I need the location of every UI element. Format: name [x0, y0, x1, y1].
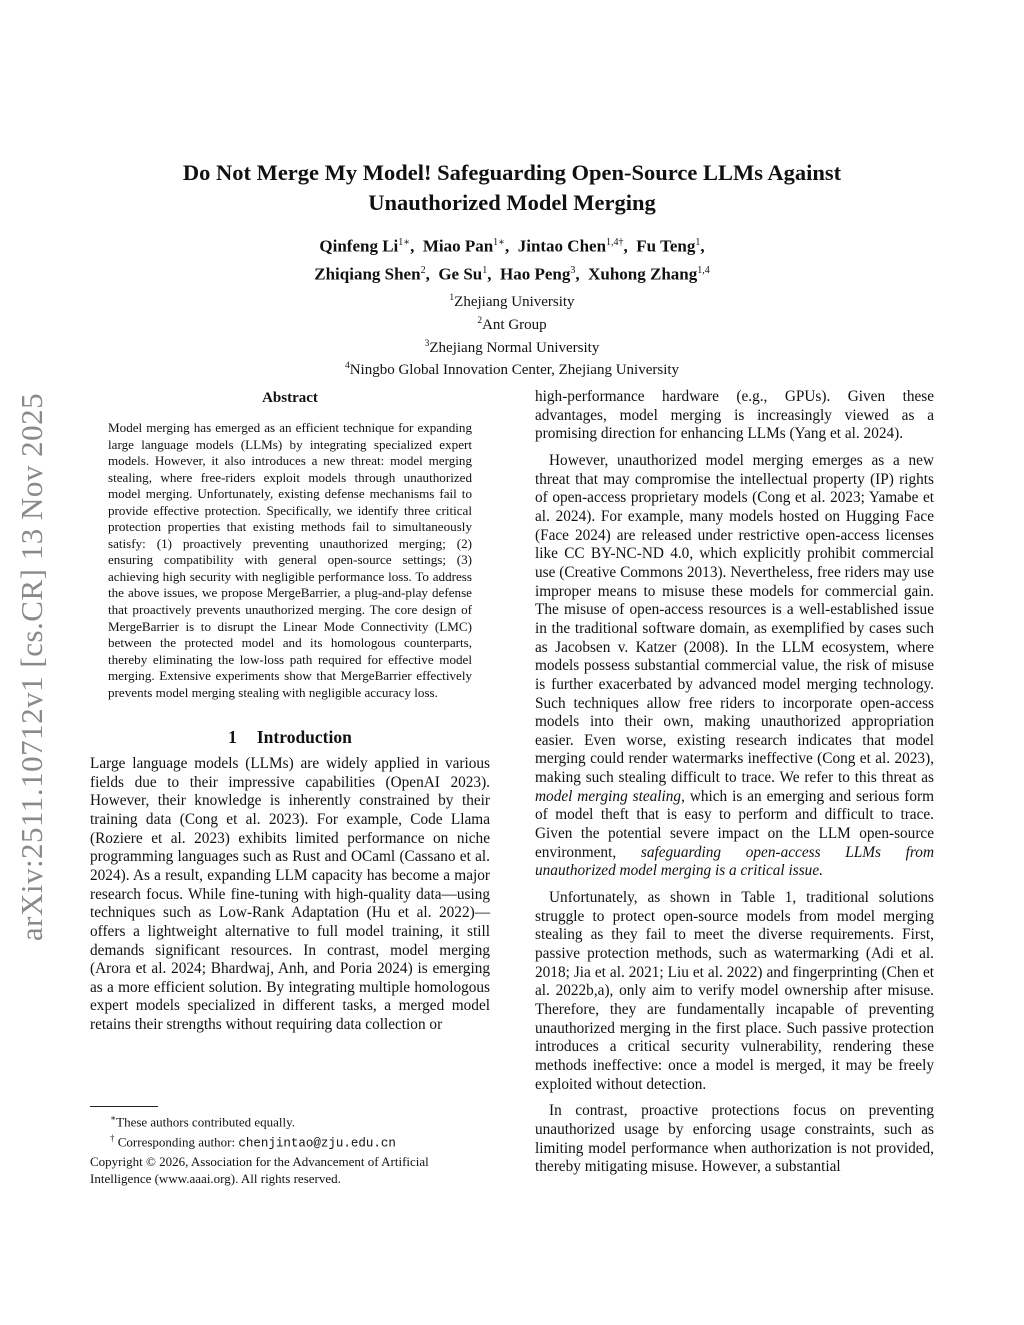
body-paragraph [535, 452, 934, 881]
section-heading [90, 728, 490, 747]
author-list [90, 231, 934, 286]
author-name: Qinfeng Li [319, 236, 399, 256]
affiliation [90, 357, 934, 380]
author-affil-mark: 1∗ [493, 237, 505, 248]
footnotes [90, 1106, 490, 1187]
section-title: Introduction [256, 727, 352, 748]
author-name: Zhiqiang Shen [314, 264, 421, 284]
affiliation-list [90, 289, 934, 379]
corresponding-email[interactable]: chenjintao@zju.edu.cn [238, 1136, 396, 1151]
affiliation-mark: 4 [344, 361, 350, 372]
arxiv-identifier: arXiv:2511.10712v1 [cs.CR] 13 Nov 2025 [14, 392, 50, 942]
author-line-1: Qinfeng $Li^{1∗}$, Miao Pan$^{1∗}$, Jintao Chen$^{1,4\dagger}$, Fu Teng$^1$, [319, 236, 705, 256]
paragraph-text: , which is an emerging and serious form of model theft that is easy to perform and difficult to trace. Given the potential severe impact on the LLM open-source environment, [535, 787, 934, 861]
author-name: Xuhong Zhang [588, 264, 698, 284]
affiliation-mark: 2 [477, 315, 483, 326]
abstract-heading: Abstract [262, 390, 318, 406]
affiliation [90, 335, 934, 358]
right-column [535, 388, 934, 1177]
author-name: Jintao Chen [517, 236, 607, 256]
author-name: Hao Peng [500, 264, 571, 284]
author-affil-mark: 1 [482, 264, 488, 276]
author-line-2: Zhiqiang Shen$^2$, Ge Su$^1$, Hao Peng$^3$, Xuhong Zhang$^{1,4}$ [314, 264, 710, 284]
section-number: 1 [228, 727, 237, 748]
affiliation [90, 289, 934, 312]
author-affil-mark: 1,4 [697, 264, 710, 276]
paper-title [90, 158, 934, 218]
abstract-text: Model merging has emerged as an efficient technique for expanding large language models (LLMs) by integrating specialized expert models. However, it also introduces a new threat: model merging stealing, where free-riders exploit models through unauthorized model merging. Unfortunately, existing defense mechanisms fail to provide effective protection. Specifically, we identify three critical protection properties that existing methods fail to simultaneously satisfy: (1) proactively preventing unauthorized merging; (2) ensuring compatibility with general open-source settings; (3) achieving high security with negligible performance loss. To address the above issues, we propose MergeBarrier, a plug-and-play defense that proactively prevents unauthorized merging. The core design of MergeBarrier is to disrupt the Linear Mode Connectivity (LMC) between the protected model and its homologous counterparts, thereby eliminating the low-loss path required for effective model merging. Extensive experiments show that MergeBarrier effectively prevents model merging stealing with negligible accuracy loss. [108, 420, 472, 700]
affiliation-mark: 3 [424, 338, 430, 349]
author-affil-mark: 3 [570, 264, 576, 276]
author-affil-mark: 1∗ [398, 237, 411, 248]
body-paragraph: high-performance hardware (e.g., GPUs). Given these advantages, model merging is increasingly viewed as a promising direction for enhancing LLMs (Yang et al. 2024). [535, 388, 934, 443]
emphasis-text: safeguarding open-access LLMs from unauthorized model merging is a critical issue. [535, 843, 935, 880]
author-name: Miao Pan [422, 236, 494, 256]
footnote-mark: † [110, 1133, 115, 1144]
copyright-notice: Copyright © 2026, Association for the Advancement of Artificial Intelligence (www.aaai.org). All rights reserved. [90, 1153, 429, 1186]
author-affil-mark: 1 [695, 237, 701, 248]
footnote-text: These authors contributed equally. [116, 1114, 296, 1130]
paper-header [90, 158, 934, 380]
affiliation-name: Ant Group [482, 316, 547, 333]
author-affil-mark: 2 [420, 264, 426, 276]
arxiv-stamp [12, 372, 52, 962]
body-paragraph: In contrast, proactive protections focus on preventing unauthorized usage by enforcing usage constraints, such as limiting model performance when authorization is not provided, thereby mitigating misuse. However, a substantial [535, 1102, 934, 1176]
body-paragraph: Unfortunately, as shown in Table 1, traditional solutions struggle to protect open-source models from model merging stealing as they fail to meet the diverse requirements. First, passive protection methods, such as watermarking (Adi et al. 2018; Jia et al. 2021; Liu et al. 2022) and fingerprinting (Chen et al. 2022b,a), only aim to verify model ownership after misuse. Therefore, they are fundamentally incapable of preventing unauthorized merging in the first place. Such passive protection introduces a critical security vulnerability, rendering these methods ineffective: once a model is merged, it may be freely exploited without detection. [535, 889, 934, 1093]
left-column [90, 388, 490, 1035]
title-line-1: Do Not Merge My Model! Safeguarding Open-Source LLMs Against [182, 160, 842, 185]
emphasis-text: model merging stealing [535, 787, 682, 805]
intro-paragraph: Large language models (LLMs) are widely applied in various fields due to their impressive capabilities (OpenAI 2023). However, their knowledge is inherently constrained by their training data (Cong et al. 2023). For example, Code Llama (Roziere et al. 2023) exhibits limited performance on niche programming languages such as Rust and OCaml (Cassano et al. 2024). As a result, expanding LLM capacity has become a major research focus. While fine-tuning with high-quality data—using techniques such as Low-Rank Adaptation (Hu et al. 2022)—offers a lightweight alternative to full model training, it still demands significant resources. In contrast, model merging (Arora et al. 2024; Bhardwaj, Anh, and Poria 2024) is emerging as a more efficient solution. By integrating multiple homologous expert models specialized in different tasks, a merged model retains their strengths without requiring data collection or [90, 754, 490, 1034]
affiliation-name: Zhejiang University [454, 294, 575, 311]
title-line-2: Unauthorized Model Merging [368, 190, 656, 215]
footnote-rule [90, 1106, 158, 1107]
footnote-text: Corresponding author: [117, 1134, 239, 1150]
affiliation-name: Zhejiang Normal University [429, 339, 600, 356]
footnote [90, 1110, 490, 1130]
author-name: Fu Teng [636, 236, 696, 256]
footnote [90, 1130, 490, 1152]
footnote-mark: ∗ [110, 1113, 117, 1123]
affiliation [90, 312, 934, 335]
affiliation-name: Ningbo Global Innovation Center, Zhejiang University [349, 362, 680, 379]
affiliation-mark: 1 [449, 293, 455, 304]
author-name: Ge Su [438, 264, 483, 284]
paragraph-text: However, unauthorized model merging emerges as a new threat that may compromise the intellectual property (IP) rights of open-access proprietary models (Cong et al. 2023; Yamabe et al. 2024). For example, many models hosted on Hugging Face (Face 2024) are released under restrictive open-access licenses like CC BY-NC-ND 4.0, which explicitly prohibit commercial use (Creative Commons 2013). Nevertheless, free riders may use improper means to misuse these models for commercial gain. The misuse of open-access resources is a well-established issue in the traditional software domain, as exemplified by cases such as Jacobsen v. Katzer (2008). In the LLM ecosystem, where models possess substantial commercial value, the risk of misuse is further exacerbated by advanced model merging technology. Such techniques allow free riders to incorporate open-access models into their own, making unauthorized appropriation easier. Even worse, existing research indicates that model merging could render watermarks ineffective (Cong et al. 2023), making such stealing difficult to trace. We refer to this threat as [535, 451, 934, 787]
author-affil-mark: 1,4† [606, 237, 624, 248]
